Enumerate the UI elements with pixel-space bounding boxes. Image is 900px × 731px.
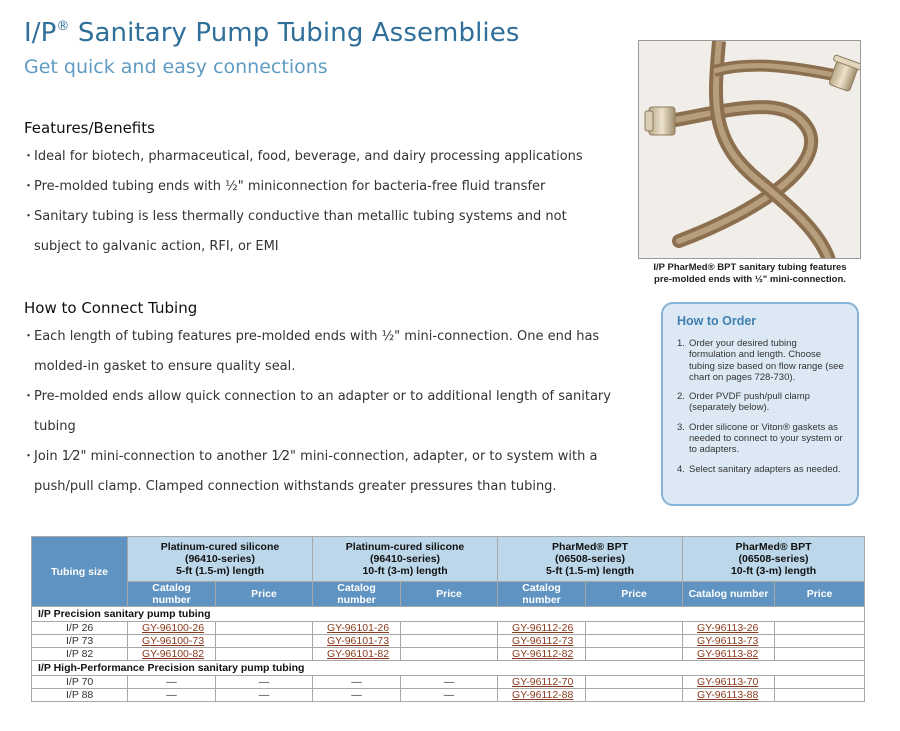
price-cell: [775, 676, 865, 689]
catalog-number-header: Catalog number: [683, 582, 775, 607]
price-cell: [216, 635, 313, 648]
catalog-number-link[interactable]: GY-96113-88: [697, 689, 759, 701]
price-cell: —: [401, 689, 498, 702]
order-step: 2. Order PVDF push/pull clamp (separately below).: [677, 391, 810, 414]
price-header: Price: [586, 582, 683, 607]
price-cell: —: [216, 689, 313, 702]
page-title: [24, 18, 519, 48]
price-cell: [586, 648, 683, 661]
price-cell: —: [401, 676, 498, 689]
catalog-cell: [498, 689, 586, 702]
catalog-number-link[interactable]: GY-96101-73: [327, 635, 390, 647]
table-row: [32, 676, 865, 689]
price-cell: [216, 622, 313, 635]
group-header: Platinum-cured silicone (96410-series) 10-ft (3-m) length: [313, 537, 498, 582]
catalog-number-link[interactable]: GY-96112-82: [512, 648, 574, 660]
price-header: Price: [775, 582, 865, 607]
list-item: ・ Pre-molded tubing ends with ½" miniconnection for bacteria-free fluid transfer: [22, 179, 546, 194]
connect-list: [22, 322, 612, 502]
catalog-cell: [313, 622, 401, 635]
price-header: Price: [216, 582, 313, 607]
catalog-number-header: Catalog number: [313, 582, 401, 607]
catalog-cell: [683, 676, 775, 689]
order-steps: [677, 338, 845, 475]
section-title: I/P Precision sanitary pump tubing: [32, 607, 865, 622]
catalog-cell: [498, 635, 586, 648]
catalog-number-link[interactable]: GY-96112-88: [512, 689, 574, 701]
tubing-size-header: Tubing size: [32, 537, 128, 607]
price-cell: —: [216, 676, 313, 689]
catalog-number-header: Catalog number: [498, 582, 586, 607]
catalog-cell: [683, 689, 775, 702]
catalog-number-link[interactable]: GY-96100-26: [142, 622, 205, 634]
catalog-cell: [498, 676, 586, 689]
tubing-size-cell: I/P 73: [32, 635, 128, 648]
how-to-order-box: [661, 302, 859, 506]
list-item: ・ Sanitary tubing is less thermally conductive than metallic tubing systems and not subject to galvanic action, RFI, or EMI: [22, 209, 567, 254]
tubing-table: [31, 536, 865, 702]
catalog-number-link[interactable]: GY-96101-82: [327, 648, 390, 660]
price-cell: [775, 635, 865, 648]
catalog-cell: [313, 648, 401, 661]
catalog-cell: [683, 635, 775, 648]
registered-mark: ®: [56, 19, 70, 34]
catalog-cell: [128, 622, 216, 635]
tubing-size-cell: I/P 88: [32, 689, 128, 702]
catalog-number-link[interactable]: GY-96100-73: [142, 635, 205, 647]
price-cell: [775, 622, 865, 635]
group-header: PharMed® BPT (06508-series) 10-ft (3-m) length: [683, 537, 865, 582]
catalog-number-link[interactable]: GY-96113-82: [697, 648, 759, 660]
catalog-number-link[interactable]: GY-96113-70: [697, 676, 759, 688]
catalog-cell: [128, 648, 216, 661]
catalog-cell: [683, 622, 775, 635]
catalog-cell: —: [128, 676, 216, 689]
section-row: [32, 607, 865, 622]
catalog-number-link[interactable]: GY-96112-26: [512, 622, 574, 634]
table-row: [32, 648, 865, 661]
group-header: PharMed® BPT (06508-series) 5-ft (1.5-m) length: [498, 537, 683, 582]
table-row: [32, 689, 865, 702]
price-cell: [586, 689, 683, 702]
price-cell: [216, 648, 313, 661]
catalog-cell: [128, 635, 216, 648]
table-row: [32, 635, 865, 648]
title-text: I/P: [24, 18, 57, 48]
price-cell: [401, 648, 498, 661]
list-item: ・ Ideal for biotech, pharmaceutical, food, beverage, and dairy processing applications: [22, 149, 583, 164]
catalog-number-link[interactable]: GY-96112-70: [512, 676, 574, 688]
price-header: Price: [401, 582, 498, 607]
price-cell: [401, 622, 498, 635]
product-photo: [638, 40, 861, 259]
tubing-size-cell: I/P 26: [32, 622, 128, 635]
price-cell: [586, 622, 683, 635]
section-title: I/P High-Performance Precision sanitary pump tubing: [32, 661, 865, 676]
section-row: [32, 661, 865, 676]
catalog-cell: [683, 648, 775, 661]
catalog-number-link[interactable]: GY-96113-26: [697, 622, 759, 634]
tubing-size-cell: I/P 82: [32, 648, 128, 661]
connect-heading: How to Connect Tubing: [24, 299, 198, 317]
group-header: Platinum-cured silicone (96410-series) 5-ft (1.5-m) length: [128, 537, 313, 582]
price-cell: [586, 635, 683, 648]
price-cell: [775, 648, 865, 661]
table-row: [32, 622, 865, 635]
features-heading: Features/Benefits: [24, 119, 155, 137]
catalog-cell: [313, 635, 401, 648]
list-item: ・ Join 1⁄2" mini-connection to another 1⁄2" mini-connection, adapter, or to system with a push/pull clamp. Clamped connection withstands greater pressures than tubing.: [22, 449, 598, 494]
list-item: ・ Pre-molded ends allow quick connection to an adapter or to additional length of sanitary tubing: [22, 389, 611, 434]
catalog-cell: —: [128, 689, 216, 702]
catalog-number-link[interactable]: GY-96112-73: [512, 635, 574, 647]
price-cell: [586, 676, 683, 689]
photo-caption: I/P PharMed® BPT sanitary tubing features pre-molded ends with ½" mini-connection.: [653, 262, 847, 285]
page-subtitle: Get quick and easy connections: [24, 56, 328, 78]
tubing-size-cell: I/P 70: [32, 676, 128, 689]
features-list: [22, 142, 612, 262]
catalog-number-link[interactable]: GY-96113-73: [697, 635, 759, 647]
order-step: 3. Order silicone or Viton® gaskets as needed to connect to your system or to adapters.: [677, 421, 843, 456]
price-cell: [401, 635, 498, 648]
catalog-cell: —: [313, 689, 401, 702]
catalog-cell: —: [313, 676, 401, 689]
title-text-rest: Sanitary Pump Tubing Assemblies: [69, 18, 520, 48]
order-step: 1. Order your desired tubing formulation and length. Choose tubing size based on flow range (see chart on pages 728-730).: [677, 338, 844, 383]
catalog-number-header: Catalog number: [128, 582, 216, 607]
order-step: 4. Select sanitary adapters as needed.: [677, 463, 841, 475]
catalog-number-link[interactable]: GY-96100-82: [142, 648, 205, 660]
price-cell: [775, 689, 865, 702]
order-title: How to Order: [677, 314, 757, 328]
catalog-cell: [498, 648, 586, 661]
list-item: ・ Each length of tubing features pre-molded ends with ½" mini-connection. One end has molded-in gasket to ensure quality seal.: [22, 329, 600, 374]
tubing-illustration: [639, 41, 861, 259]
catalog-cell: [498, 622, 586, 635]
table-body: [32, 607, 865, 702]
catalog-number-link[interactable]: GY-96101-26: [327, 622, 390, 634]
